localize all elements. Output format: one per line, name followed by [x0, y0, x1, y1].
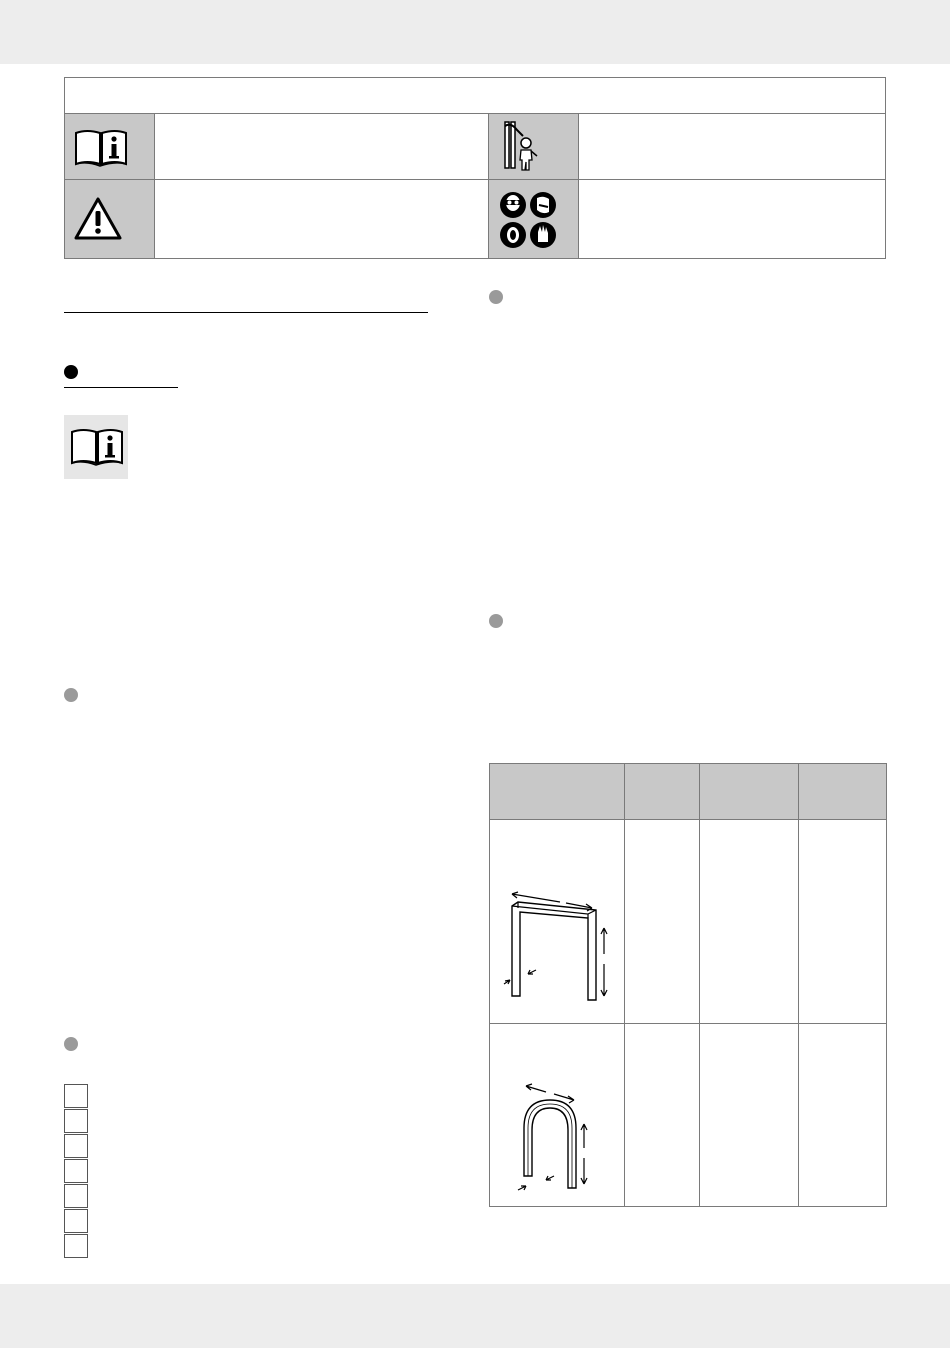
column-header [700, 764, 798, 819]
symbols-text-cell [579, 180, 885, 258]
protective-equipment-icons [499, 190, 557, 250]
numbered-item-box [64, 1184, 88, 1208]
intro-heading [84, 363, 178, 383]
read-manual-icon [73, 128, 129, 168]
top-band [0, 0, 950, 64]
table-cell [700, 1024, 797, 1206]
numbered-item-box [64, 1209, 88, 1233]
staple-table [489, 763, 887, 1207]
table-cell [700, 820, 797, 1023]
symbols-text-cell [155, 180, 489, 258]
table-cell [799, 1024, 885, 1206]
warning-triangle-icon [73, 196, 123, 242]
keep-children-away-icon [501, 120, 541, 172]
column-header [490, 764, 624, 819]
numbered-item-box [64, 1159, 88, 1183]
numbered-item-box [64, 1134, 88, 1158]
scope-heading [84, 1035, 424, 1055]
table-cell [799, 820, 885, 1023]
symbols-text-cell [155, 114, 489, 179]
table-cell [625, 820, 698, 1023]
flat-staple-diagram-icon [500, 884, 618, 1004]
info-box [64, 415, 128, 479]
symbols-icon-cell [489, 180, 579, 258]
right-heading-2 [509, 612, 879, 632]
heading-bullet [489, 290, 503, 304]
symbols-text-cell [579, 114, 885, 179]
section-title-underline [64, 312, 428, 313]
symbols-table-header [65, 78, 885, 114]
symbols-icon-cell [489, 114, 579, 179]
table-cell [625, 1024, 698, 1206]
symbols-icon-cell [65, 114, 155, 179]
section-title [64, 290, 428, 310]
heading-bullet [64, 365, 78, 379]
intended-use-heading [84, 686, 424, 706]
symbols-icon-cell [65, 180, 155, 258]
symbols-table [64, 77, 886, 259]
right-heading-1 [509, 288, 879, 308]
heading-bullet [64, 1037, 78, 1051]
intro-heading-underline [64, 387, 178, 388]
read-manual-icon [69, 427, 125, 467]
numbered-item-box [64, 1084, 88, 1108]
heading-bullet [489, 614, 503, 628]
bottom-band [0, 1284, 950, 1348]
column-header [625, 764, 699, 819]
staple-table-header [490, 764, 886, 820]
numbered-item-box [64, 1109, 88, 1133]
heading-bullet [64, 688, 78, 702]
column-header [799, 764, 886, 819]
round-staple-diagram-icon [516, 1080, 606, 1200]
numbered-item-box [64, 1234, 88, 1258]
